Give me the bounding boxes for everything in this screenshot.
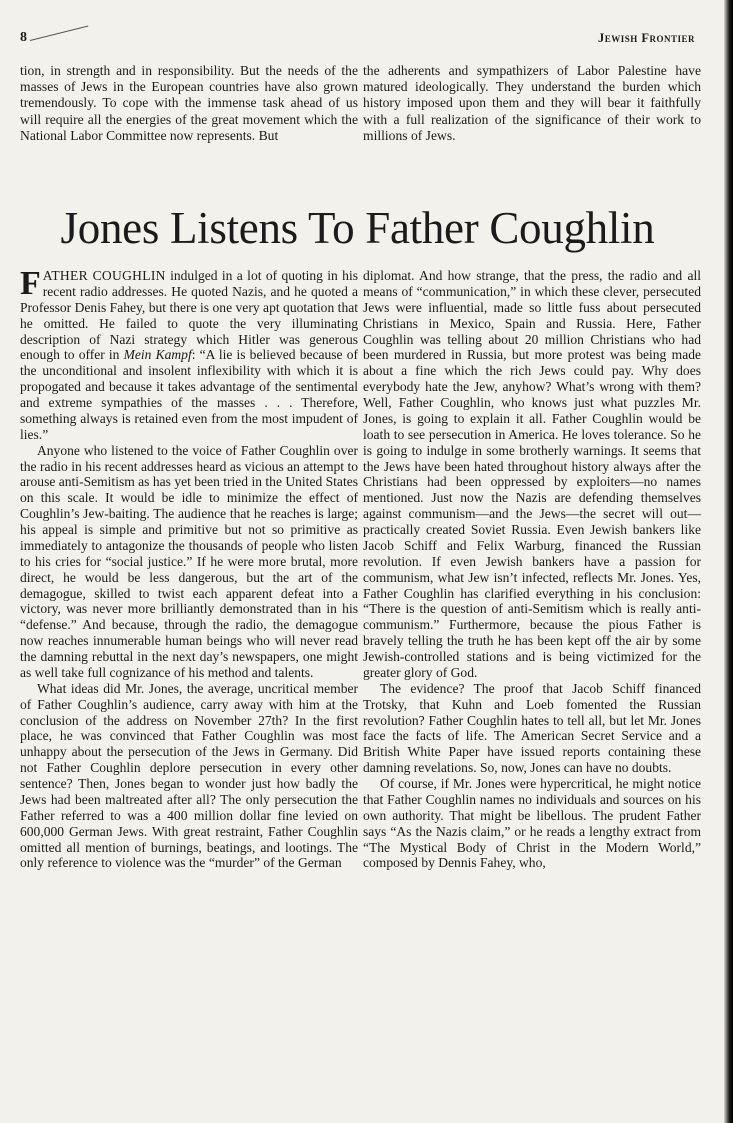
running-title: Jewish Frontier [597, 31, 695, 45]
drop-cap: F [20, 265, 41, 302]
continued-text-right: the adherents and sympathizers of Labor Palestine have matured ideologically. They understand the burden which history imposed upon them and they will bear it faithfully with a full realization of the significance of their work to millions of Jews. [363, 63, 701, 143]
page-number: 8 [20, 30, 27, 45]
continued-text-left: tion, in strength and in responsibility. But the needs of the masses of Jews in the European countries have also grown tremendously. To cope with the immense task ahead of us will require all the energies of the great movement which the National Labor Committee now represents. But [20, 63, 358, 143]
page-edge-shadow [724, 0, 733, 1123]
paragraph: What ideas did Mr. Jones, the average, uncritical member of Father Coughlin’s audience, carry away with him at the conclusion of the address on November 27th? In the first place, he was convinced that Father Coughlin was most unhappy about the persecution of the Jews in Germany. Did not Father Coughlin deplore persecution in every other sentence? Then, Jones began to wonder just how badly the Jews had been maltreated after all? The only persecution the Father referred to was a 400 million dollar fine levied on 600,000 German Jews. With great restraint, Father Coughlin omitted all mention of burnings, beatings, and lootings. The only reference to violence was the “murder” of the German [20, 680, 358, 871]
paragraph: Anyone who listened to the voice of Father Coughlin over the radio in his recent addresses heard as vicious an attempt to arouse anti-Semitism as has yet been tried in the United States on this scale. It would be idle to minimize the effect of Coughlin’s Jew-baiting. The audience that he reaches is large; his appeal is simple and primitive but not so primitive as immediately to antagonize the thousands of people who listen to his cries for “social justice.” If he were more brutal, more direct, he would be less dangerous, but the art of the demagogue, skilled to twist each apparent defeat into a victory, was never more brilliantly demonstrated than in his “defense.” And because, through the radio, the demagogue now reaches innumerable human beings who will never read the damning rebuttal in the next day’s newspapers, one might as well take full cognizance of his method and talents. [20, 442, 358, 680]
quotation: : “A lie is believed because of the unconditional and insolent inflexibility with which it is propogated and because it takes advantage of the sentimental and extreme sympathies of the masses . . . Therefore, something always is retained even from the most impudent of lies.” [20, 347, 359, 442]
book-title: Mein Kampf [123, 347, 192, 363]
article-column-left [20, 265, 359, 871]
paragraph: diplomat. And how strange, that the press, the radio and all means of “communication,” in which these clever, persecuted Jews were influential, made so little fuss about persecuted Christians in Mexico, Spain and Russia. Here, Father Coughlin was telling about 20 million Christians who had been murdered in Russia, but more protest was being made about a fine which the rich Jews could pay. Why does everybody hate the Jew, anyhow? What’s wrong with them? Well, Father Coughlin, who knows just what puzzles Mr. Jones, is going to explain it all. Father Coughlin would be loath to see persecution in America. He loves tolerance. So he is going to indulge in some brotherly warnings. It seems that the Jews have been hated throughout history always after the Christians had been oppressed by exploiters—no names mentioned. Just now the Nazis are defending themselves against communism—and the Jews—the secret will out—practically created Soviet Russia. Even Jewish bankers like Jacob Schiff and Felix Warburg, financed the Russian revolution. If even Jewish bankers have a passion for communism, what Jew isn’t infected, reflects Mr. Jones. Yes, Father Coughlin has clarified everything in his conclusion: “There is the question of anti-Semitism which is really anti-communism.” Furthermore, because the pious Father is bravely telling the truth he has been kept off the air by some Jewish-controlled stations and is being victimized for the greater glory of God. [363, 268, 701, 680]
paragraph: Of course, if Mr. Jones were hypercritical, he might notice that Father Coughlin names no individuals and sources on his own authority. That might be libellous. The prudent Father says “As the Nazis claim,” or he reads a lengthy extract from “The Mystical Body of Christ in the Modern World,” composed by Dennis Fahey, who, [363, 776, 701, 871]
paragraph [20, 265, 359, 443]
paragraph-text: indulged in a lot of quoting in his recent radio addresses. He quoted Nazis, and he quoted a Professor Denis Fahey, but there is one very apt quotation that he omitted. He failed to quote the very illuminating description of Nazi strategy which Hitler was generous enough to offer in [20, 268, 358, 363]
article-column-right [363, 268, 701, 871]
page-header [20, 30, 695, 52]
lead-in: ATHER COUGHLIN [42, 268, 166, 283]
paragraph: The evidence? The proof that Jacob Schiff financed Trotsky, that Kuhn and Loeb fomented the Russian revolution? Father Coughlin hates to tell all, but let Mr. Jones face the facts of life. The American Secret Service and a British White Paper have issued reports containing these damning revelations. So, now, Jones can have no doubts. [363, 680, 701, 776]
article-title: Jones Listens To Father Coughlin [60, 203, 655, 253]
pen-stroke-mark [30, 25, 88, 40]
